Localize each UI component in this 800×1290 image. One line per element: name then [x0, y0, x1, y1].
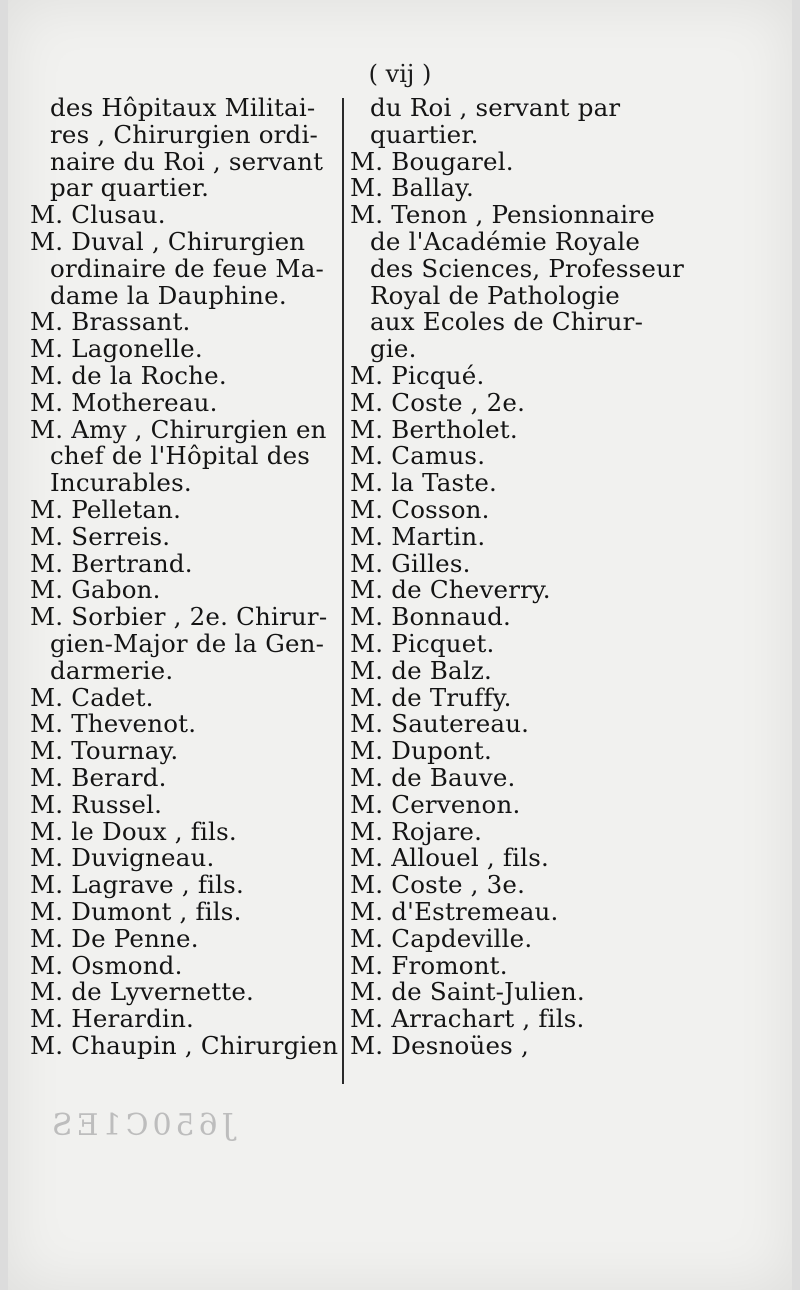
text-line: M. Picquet.: [350, 628, 495, 658]
text-line: M. Cadet.: [30, 682, 154, 712]
text-line: du Roi , servant par: [370, 93, 621, 122]
text-line: M. de la Roche.: [30, 360, 227, 390]
page-number: ( vij ): [368, 60, 432, 88]
text-line: M. Brassant.: [30, 307, 191, 337]
text-line: M. Coste , 2e.: [350, 387, 526, 417]
text-line: M. le Doux , fils.: [30, 816, 237, 846]
text-line: ordinaire de feue Ma-: [50, 253, 324, 283]
text-line: M. Tenon , Pensionnaire: [350, 200, 655, 230]
text-line: M. Martin.: [350, 521, 486, 551]
text-line: M. Berard.: [30, 762, 167, 792]
text-line: M. Allouel , fils.: [350, 843, 549, 873]
library-stamp: J650C1ES: [48, 1108, 234, 1143]
text-line: M. Cosson.: [350, 494, 490, 524]
text-line: Incurables.: [50, 468, 192, 498]
text-line: M. Gabon.: [30, 575, 161, 605]
text-line: dame la Dauphine.: [50, 280, 287, 310]
text-line: M. Thevenot.: [30, 709, 197, 739]
text-line: gie.: [370, 334, 417, 364]
text-line: M. de Lyvernette.: [30, 977, 255, 1007]
text-line: Royal de Pathologie: [370, 280, 621, 310]
text-line: de l'Académie Royale: [370, 226, 641, 256]
text-line: M. de Balz.: [350, 655, 492, 685]
text-line: M. de Truffy.: [350, 682, 512, 712]
text-line: M. De Penne.: [30, 923, 199, 953]
text-line: naire du Roi , servant: [50, 146, 324, 176]
book-page: [8, 0, 792, 1290]
text-line: M. Dumont , fils.: [30, 896, 242, 926]
text-line: M. Picqué.: [350, 360, 485, 390]
text-line: M. la Taste.: [350, 468, 498, 498]
text-line: M. Sautereau.: [350, 709, 530, 739]
text-line: M. Bonnaud.: [350, 602, 512, 632]
text-line: M. Fromont.: [350, 950, 508, 980]
text-line: M. Duval , Chirurgien: [30, 226, 306, 256]
right-column: [350, 93, 684, 1060]
text-line: M. Duvigneau.: [30, 843, 215, 873]
text-line: M. Capdeville.: [350, 923, 533, 953]
text-line: chef de l'Hôpital des: [50, 441, 311, 471]
text-line: M. Lagrave , fils.: [30, 870, 244, 900]
text-line: darmerie.: [50, 655, 174, 685]
text-line: M. Coste , 3e.: [350, 870, 526, 900]
text-line: quartier.: [370, 119, 479, 149]
text-line: M. Sorbier , 2e. Chirur-: [30, 602, 328, 632]
text-line: M. Desnoües ,: [350, 1030, 529, 1060]
text-line: M. Herardin.: [30, 1004, 195, 1034]
text-line: M. Gilles.: [350, 548, 471, 578]
text-line: M. de Saint-Julien.: [350, 977, 585, 1007]
text-line: M. Pelletan.: [30, 494, 182, 524]
text-line: par quartier.: [50, 173, 210, 203]
text-line: M. Cervenon.: [350, 789, 521, 819]
left-column: [30, 93, 339, 1060]
text-line: M. de Bauve.: [350, 762, 516, 792]
text-line: M. Osmond.: [30, 950, 183, 980]
text-line: M. Lagonelle.: [30, 334, 203, 364]
text-line: M. Serreis.: [30, 521, 171, 551]
text-line: M. Russel.: [30, 789, 163, 819]
text-line: des Hôpitaux Militai-: [50, 93, 316, 122]
text-line: M. Camus.: [350, 441, 486, 471]
text-line: M. Rojare.: [350, 816, 483, 846]
text-line: M. Mothereau.: [30, 387, 218, 417]
text-line: M. Bertholet.: [350, 414, 518, 444]
text-line: M. Dupont.: [350, 736, 492, 766]
column-divider: [342, 98, 344, 1084]
text-line: M. Arrachart , fils.: [350, 1004, 585, 1034]
text-line: M. Ballay.: [350, 173, 474, 203]
text-line: M. d'Estremeau.: [350, 896, 559, 926]
text-line: M. Bertrand.: [30, 548, 193, 578]
text-line: M. Amy , Chirurgien en: [30, 414, 327, 444]
text-line: des Sciences, Professeur: [370, 253, 684, 283]
text-line: res , Chirurgien ordi-: [50, 119, 318, 149]
text-line: gien-Major de la Gen-: [50, 628, 325, 658]
text-line: M. Clusau.: [30, 200, 166, 230]
text-line: M. de Cheverry.: [350, 575, 551, 605]
text-line: M. Bougarel.: [350, 146, 514, 176]
text-line: M. Chaupin , Chirurgien: [30, 1030, 339, 1060]
text-line: M. Tournay.: [30, 736, 179, 766]
text-line: aux Ecoles de Chirur-: [370, 307, 644, 337]
